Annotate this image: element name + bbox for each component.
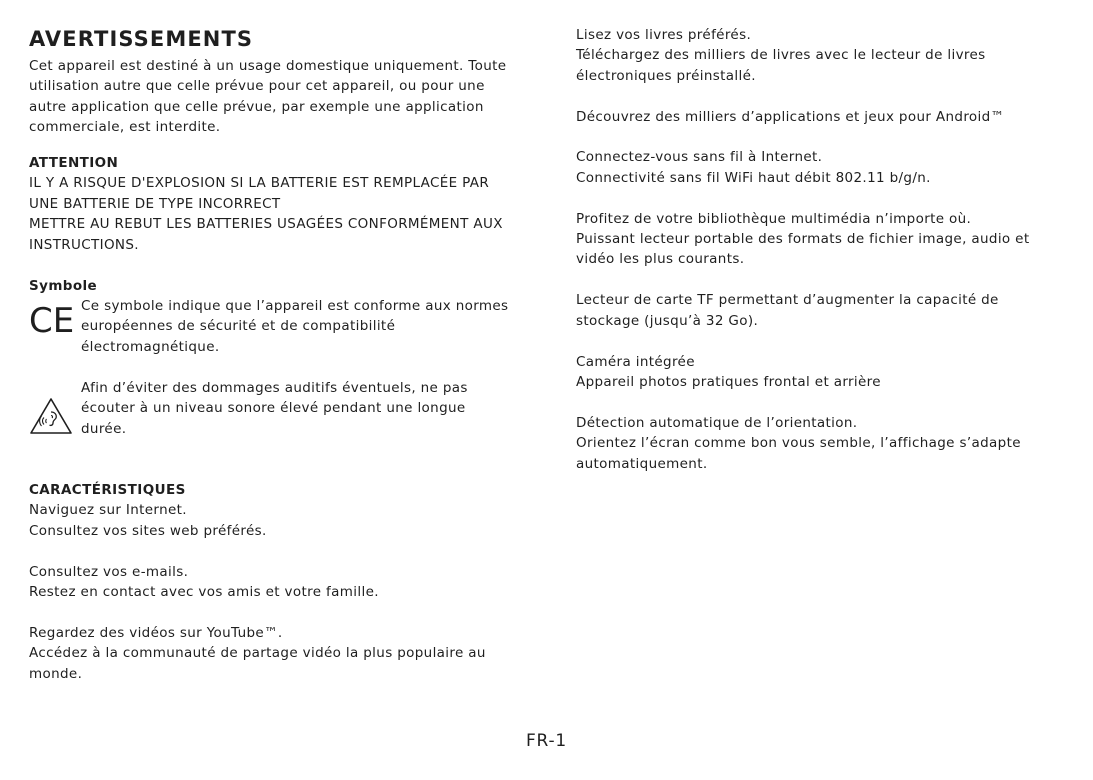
- ce-mark-text: CE: [29, 302, 75, 336]
- feature-line: vidéo les plus courants.: [576, 251, 745, 268]
- intro-line: commerciale, est interdite.: [29, 119, 221, 136]
- ce-mark-icon: [29, 302, 75, 336]
- feature-line: Détection automatique de l’orientation.: [576, 414, 858, 431]
- symbol-heading: Symbole: [29, 278, 98, 294]
- feature-line: automatiquement.: [576, 455, 708, 472]
- feature-line: stockage (jusqu’à 32 Go).: [576, 312, 759, 329]
- feature-spacer: [576, 188, 1066, 208]
- feature-line: Lecteur de carte TF permettant d’augmenter la capacité de: [576, 292, 999, 309]
- feature-line: Consultez vos sites web préférés.: [29, 522, 267, 539]
- hearing-line: écouter à un niveau sonore élevé pendant une longue: [81, 400, 466, 417]
- features-right: [576, 25, 1066, 474]
- feature-line: Découvrez des milliers d’applications et jeux pour Android™: [576, 108, 1005, 125]
- feature-line: Puissant lecteur portable des formats de fichier image, audio et: [576, 231, 1030, 248]
- feature-line: Consultez vos e-mails.: [29, 563, 189, 580]
- feature-line: Connectez-vous sans fil à Internet.: [576, 149, 823, 166]
- feature-line: Connectivité sans fil WiFi haut débit 802.11 b/g/n.: [576, 169, 931, 186]
- feature-line: Accédez à la communauté de partage vidéo la plus populaire au: [29, 645, 486, 662]
- attention-heading: ATTENTION: [29, 155, 119, 171]
- intro-line: Cet appareil est destiné à un usage domestique uniquement. Toute: [29, 58, 507, 74]
- feature-line: Orientez l’écran comme bon vous semble, l’affichage s’adapte: [576, 435, 1021, 452]
- feature-spacer: [576, 127, 1066, 147]
- page-number: FR-1: [525, 731, 568, 751]
- ce-line: Ce symbole indique que l’appareil est conforme aux normes: [81, 298, 509, 314]
- features-left: [29, 480, 529, 684]
- intro-line: utilisation autre que celle prévue pour cet appareil, ou pour une: [29, 78, 485, 95]
- feature-line: Profitez de votre bibliothèque multimédia n’importe où.: [576, 210, 972, 227]
- ce-line: européennes de sécurité et de compatibilité: [81, 318, 396, 335]
- feature-line: Téléchargez des milliers de livres avec le lecteur de livres: [576, 47, 986, 64]
- feature-line: monde.: [29, 665, 83, 682]
- intro-line: autre application que celle prévue, par exemple une application: [29, 98, 484, 115]
- hearing-description: [81, 378, 529, 439]
- feature-line: Appareil photos pratiques frontal et arrière: [576, 373, 881, 390]
- feature-line: électroniques préinstallé.: [576, 67, 756, 84]
- attention-section: [29, 153, 529, 255]
- attention-line: INSTRUCTIONS.: [29, 236, 139, 253]
- warnings-title: AVERTISSEMENTS: [29, 27, 254, 51]
- hearing-line: Afin d’éviter des dommages auditifs éventuels, ne pas: [81, 380, 468, 396]
- feature-spacer: [576, 86, 1066, 106]
- warnings-intro: [29, 56, 529, 138]
- attention-line: UNE BATTERIE DE TYPE INCORRECT: [29, 195, 281, 212]
- ce-line: électromagnétique.: [81, 338, 220, 355]
- features-heading: CARACTÉRISTIQUES: [29, 482, 186, 498]
- attention-line: METTRE AU REBUT LES BATTERIES USAGÉES CONFORMÉMENT AUX: [29, 216, 503, 233]
- ce-description: [81, 296, 529, 357]
- feature-line: Caméra intégrée: [576, 353, 695, 370]
- hearing-warning-icon: [29, 397, 73, 435]
- feature-spacer: [576, 270, 1066, 290]
- feature-spacer: [576, 392, 1066, 412]
- feature-line: Lisez vos livres préférés.: [576, 27, 752, 43]
- hearing-line: durée.: [81, 420, 127, 437]
- attention-line: IL Y A RISQUE D'EXPLOSION SI LA BATTERIE EST REMPLACÉE PAR: [29, 175, 490, 192]
- feature-spacer: [576, 331, 1066, 351]
- feature-line: Naviguez sur Internet.: [29, 502, 187, 519]
- feature-line: Regardez des vidéos sur YouTube™.: [29, 624, 283, 641]
- feature-spacer: [29, 541, 529, 561]
- feature-line: Restez en contact avec vos amis et votre famille.: [29, 584, 379, 601]
- feature-spacer: [29, 602, 529, 622]
